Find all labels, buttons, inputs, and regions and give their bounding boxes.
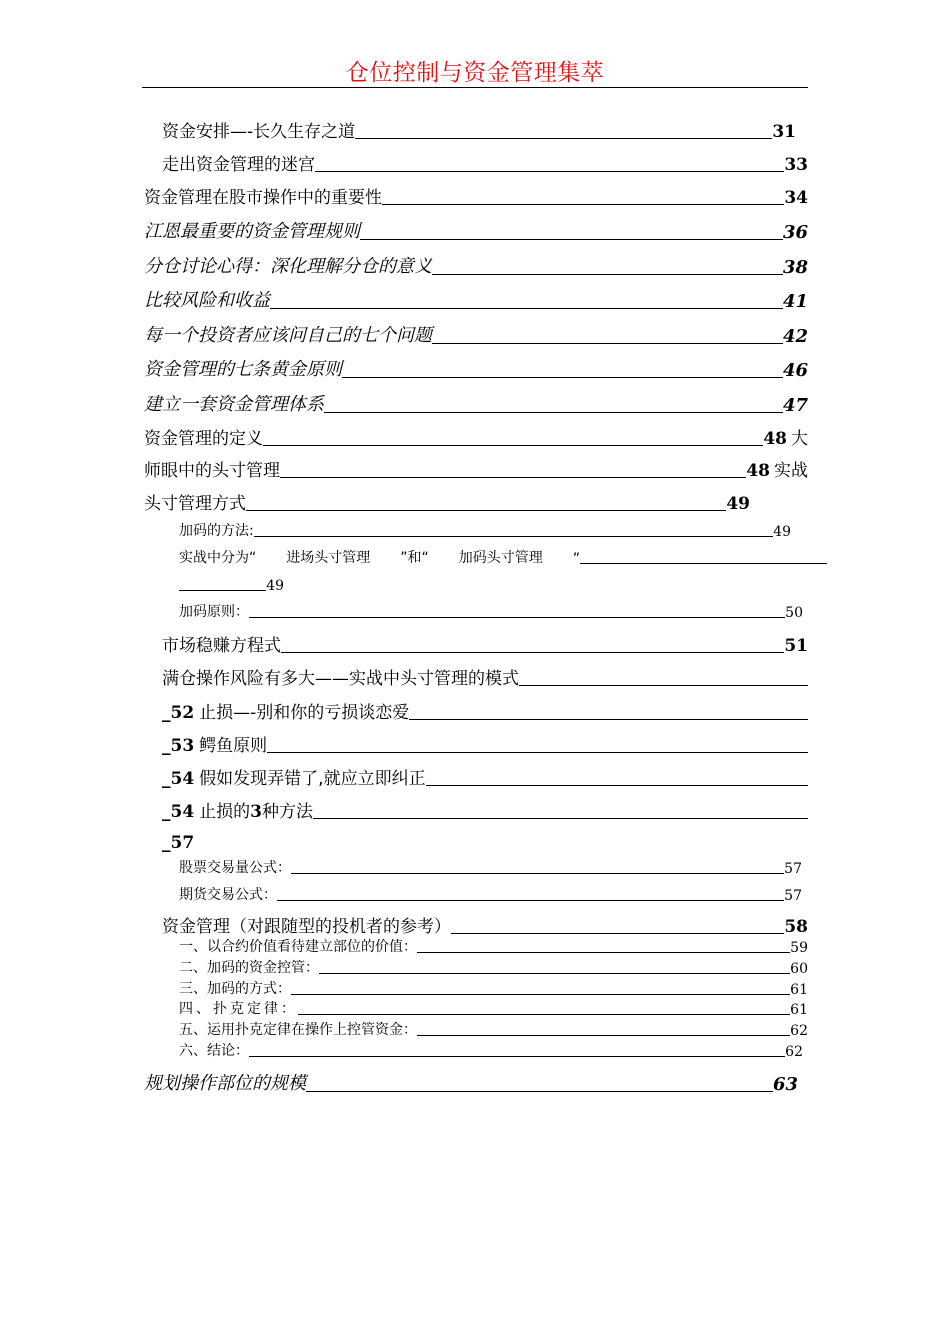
toc-entry-label: 每一个投资者应该问自己的七个问题	[144, 325, 432, 346]
toc-entry-overflow-text: 大	[791, 429, 808, 449]
toc-entry-page: 59	[790, 940, 808, 956]
toc-entry-page-prefix: _54	[162, 802, 195, 822]
toc-leader-line	[291, 994, 790, 995]
toc-entry-page-prefix: _53	[162, 736, 195, 756]
toc-entry-page: 47	[782, 395, 808, 416]
toc-entry-label-part: 进场头寸管理	[286, 550, 371, 566]
toc-entry-page: 48	[763, 429, 787, 449]
toc-entry-label: 五、运用扑克定律在操作上控管资金：	[179, 1022, 417, 1038]
toc-leader-line	[246, 510, 726, 511]
toc-entry-page: 33	[784, 155, 808, 175]
toc-entry-label: 资金管理在股市操作中的重要性	[144, 188, 382, 208]
toc-leader-line	[281, 652, 784, 653]
toc-entry-label: 三、加码的方式：	[179, 981, 291, 997]
toc-leader-line	[417, 1035, 790, 1036]
toc-entry-page: 38	[782, 257, 808, 278]
toc-leader-line	[263, 445, 763, 446]
toc-entry[interactable]	[162, 699, 808, 723]
toc-entry-label: 二、加码的资金控管：	[179, 960, 319, 976]
toc-entry-label-number: 3	[250, 802, 263, 822]
toc-leader-line	[306, 1091, 773, 1092]
toc-entry-label: 鳄鱼原则	[199, 736, 268, 756]
toc-entry-label: 资金管理的定义	[144, 429, 263, 449]
toc-entry-page: 31	[772, 122, 796, 142]
toc-entry-overflow-text: 实战	[774, 461, 808, 481]
toc-entry-page: 51	[784, 636, 808, 656]
toc-entry[interactable]	[144, 457, 808, 481]
toc-entry[interactable]	[162, 732, 808, 756]
toc-entry-label: 头寸管理方式	[144, 494, 246, 514]
toc-entry-page: 49	[266, 578, 284, 594]
toc-leader-line	[382, 204, 784, 205]
toc-entry[interactable]	[179, 958, 808, 977]
toc-entry[interactable]	[179, 937, 808, 956]
toc-entry-label-part: ”	[572, 551, 581, 567]
toc-entry-page: 41	[782, 291, 808, 312]
toc-entry-label: 建立一套资金管理体系	[144, 394, 324, 415]
toc-entry[interactable]	[144, 184, 808, 208]
toc-entry-label: 师眼中的头寸管理	[144, 461, 280, 481]
toc-entry[interactable]	[179, 1041, 803, 1060]
toc-leader-line	[409, 719, 808, 720]
toc-entry[interactable]	[179, 601, 803, 621]
toc-entry-label: 江恩最重要的资金管理规则	[144, 221, 360, 242]
toc-leader-line	[313, 818, 808, 819]
toc-entry[interactable]	[144, 322, 808, 347]
toc-entry-page: 57	[784, 861, 802, 877]
toc-entry-page: 48	[746, 461, 770, 481]
toc-leader-line	[580, 563, 827, 564]
toc-entry-label-part: ”和“	[400, 550, 429, 566]
toc-entry-page: 62	[790, 1023, 808, 1039]
toc-entry[interactable]	[144, 1070, 798, 1095]
toc-entry-page: 63	[772, 1074, 798, 1095]
toc-entry-page-prefix: _54	[162, 769, 195, 789]
toc-entry[interactable]	[144, 218, 808, 243]
toc-entry[interactable]	[144, 490, 750, 514]
toc-leader-line	[315, 171, 784, 172]
toc-entry[interactable]	[144, 287, 808, 312]
toc-entry-label: 市场稳赚方程式	[162, 636, 281, 656]
toc-leader-line	[319, 973, 790, 974]
toc-entry[interactable]	[179, 1020, 808, 1039]
toc-leader-line	[267, 752, 808, 753]
toc-entry-page: 46	[782, 360, 808, 381]
toc-leader-line	[291, 873, 784, 874]
toc-leader-line	[324, 412, 783, 413]
toc-entry-page-prefix: _52	[162, 703, 195, 723]
toc-leader-line	[417, 952, 790, 953]
toc-entry-label-part: 实战中分为“	[179, 550, 257, 566]
toc-leader-line	[254, 536, 773, 537]
toc-entry-label: 比较风险和收益	[144, 290, 270, 311]
toc-entry[interactable]	[144, 253, 808, 278]
toc-leader-line	[360, 239, 783, 240]
page-title: 仓位控制与资金管理集萃	[345, 60, 605, 86]
toc-entry[interactable]	[179, 857, 802, 877]
toc-entry-label: 股票交易量公式：	[179, 860, 291, 876]
toc-entry[interactable]	[162, 798, 808, 822]
toc-entry[interactable]	[162, 765, 808, 789]
toc-leader-line	[249, 617, 785, 618]
toc-entry-page: 34	[784, 188, 808, 208]
toc-entry-label: 规划操作部位的规模	[144, 1073, 306, 1094]
toc-leader-line	[298, 1014, 790, 1015]
toc-leader-line	[519, 685, 808, 686]
toc-entry-page: 49	[726, 494, 750, 514]
toc-entry-label: 资金安排—-长久生存之道	[162, 122, 356, 142]
toc-entry-label: 加码原则：	[179, 604, 249, 620]
toc-entry-page: 62	[785, 1044, 803, 1060]
toc-entry-page: 58	[784, 917, 808, 937]
toc-entry-page-prefix: _57	[162, 833, 195, 853]
toc-entry[interactable]	[162, 151, 808, 175]
toc-leader-line	[249, 1056, 785, 1057]
toc-entry-label: 一、以合约价值看待建立部位的价值：	[179, 939, 417, 955]
toc-entry-label: 四、扑克定律：	[179, 1001, 298, 1017]
toc-entry-page: 60	[790, 961, 808, 977]
toc-entry[interactable]	[162, 913, 808, 937]
toc-leader-line	[355, 138, 772, 139]
toc-entry-label: 六、结论：	[179, 1043, 249, 1059]
toc-entry[interactable]	[179, 999, 808, 1018]
toc-entry[interactable]	[144, 425, 808, 449]
toc-entry-page: 50	[785, 605, 803, 621]
toc-entry[interactable]	[144, 391, 808, 416]
toc-entry-label: 走出资金管理的迷宫	[162, 155, 315, 175]
toc-leader-line	[179, 590, 266, 591]
toc-entry[interactable]	[179, 547, 827, 567]
toc-entry-page: 42	[782, 326, 808, 347]
toc-leader-line	[270, 308, 783, 309]
toc-entry-label: 资金管理（对跟随型的投机者的参考）	[162, 917, 451, 937]
toc-entry[interactable]	[179, 884, 802, 904]
toc-entry-label: 止损—-别和你的亏损谈恋爱	[199, 703, 410, 723]
toc-entry[interactable]	[162, 632, 808, 656]
toc-entry-page: 36	[782, 222, 808, 243]
toc-entry-continuation	[179, 574, 284, 594]
toc-entry-label: 资金管理的七条黄金原则	[144, 359, 342, 380]
toc-entry-page: 49	[773, 524, 791, 540]
toc-entry-label: 加码的方法:	[179, 523, 254, 539]
toc-entry-label: 种方法	[262, 802, 314, 822]
toc-entry-label: 期货交易公式：	[179, 887, 277, 903]
toc-leader-line	[451, 933, 784, 934]
toc-entry-label: 止损的	[199, 802, 251, 822]
toc-entry-label: 满仓操作风险有多大——实战中头寸管理的模式	[162, 669, 519, 689]
toc-leader-line	[277, 900, 784, 901]
toc-entry[interactable]	[179, 520, 791, 540]
toc-entry[interactable]	[179, 979, 808, 998]
toc-leader-line	[426, 785, 808, 786]
toc-entry-page: 57	[784, 888, 802, 904]
toc-entry-label: 假如发现弄错了,就应立即纠正	[199, 769, 426, 789]
toc-leader-line	[280, 477, 746, 478]
toc-entry[interactable]	[144, 356, 808, 381]
toc-entry[interactable]	[162, 118, 796, 142]
toc-leader-line	[432, 343, 783, 344]
toc-entry-label: 分仓讨论心得：深化理解分仓的意义	[144, 256, 432, 277]
toc-entry[interactable]	[162, 665, 808, 689]
toc-entry-page: 61	[790, 1002, 808, 1018]
toc-entry-page: 61	[790, 982, 808, 998]
header-divider	[142, 87, 808, 88]
toc-leader-line	[342, 377, 783, 378]
toc-entry	[162, 829, 222, 853]
toc-leader-line	[432, 274, 783, 275]
toc-entry-label-part: 加码头寸管理	[458, 550, 543, 566]
